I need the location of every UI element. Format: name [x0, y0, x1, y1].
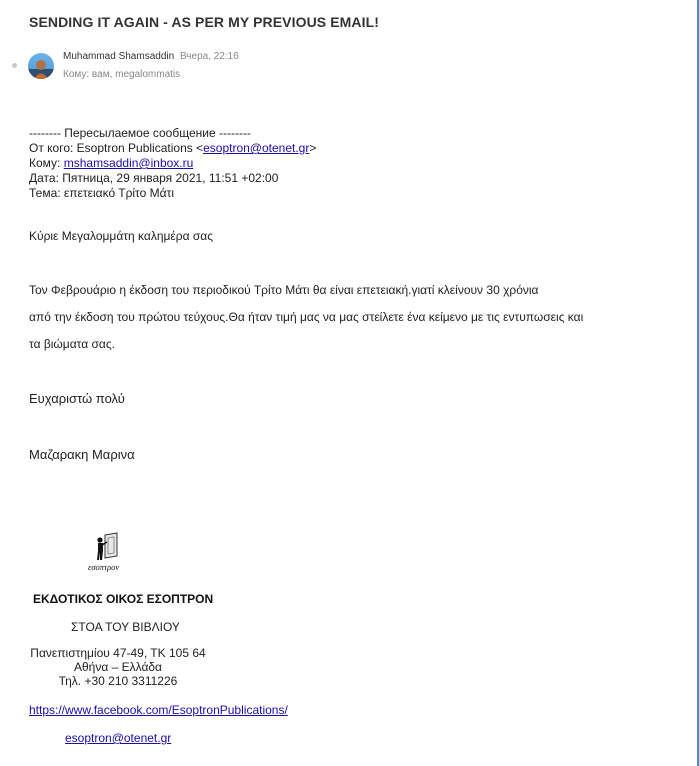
sender-avatar[interactable]: [28, 53, 54, 79]
company-name: ΕΚΔΟΤΙΚΟΣ ΟΙΚΟΣ ΕΣΟΠΤΡΟΝ: [33, 592, 214, 606]
body-line-2: από την έκδοση του πρώτου τεύχους.Θα ήταν τιμή μας να μας στείλετε ένα κείμενο με τις εντυπωσεις και: [29, 310, 584, 324]
avatar-photo-icon: [28, 53, 54, 79]
forward-from-label: От кого: Esoptron Publications <: [29, 141, 204, 155]
unread-indicator[interactable]: [12, 63, 17, 68]
company-phone: Τηλ. +30 210 3311226: [58, 674, 178, 688]
body-line-1: Τον Φεβρουάριο η έκδοση του περιοδικού Τρίτο Μάτι θα είναι επετειακή.γιατί κλείνουν 30 χρόνια: [29, 283, 539, 297]
forward-separator: -------- Пересылаемое сообщение --------: [29, 126, 251, 140]
address-street: Πανεπιστημίου 47-49, ΤΚ 105 64: [30, 646, 206, 660]
forward-from-email-link[interactable]: esoptron@otenet.gr: [203, 141, 310, 155]
greeting-text: Κύριε Μεγαλομμάτη καλημέρα σας: [29, 229, 213, 243]
forwarded-header: [29, 126, 316, 201]
store-name: ΣΤΟΑ ΤΟΥ ΒΙΒΛΙΟΥ: [71, 620, 180, 634]
facebook-link[interactable]: https://www.facebook.com/EsoptronPublications/: [29, 703, 288, 717]
company-address: [29, 646, 207, 688]
company-email-link[interactable]: esoptron@otenet.gr: [65, 731, 172, 745]
forward-to-label: Кому:: [29, 156, 64, 170]
email-date: Вчера, 22:16: [179, 51, 239, 62]
forward-from: [29, 141, 316, 156]
esoptron-logo-icon: [86, 532, 126, 572]
email-subject: SENDING IT AGAIN - AS PER MY PREVIOUS EMAIL!: [29, 14, 380, 30]
signoff-name: Μαζαρακη Μαρινα: [29, 447, 135, 462]
logo-wordmark: εσοπτρον: [88, 562, 120, 572]
publisher-logo: [86, 532, 126, 572]
thanks-text: Ευχαριστώ πολύ: [29, 391, 125, 406]
forward-from-suffix: >: [309, 141, 317, 155]
sender-name[interactable]: Muhammad Shamsaddin: [63, 51, 175, 62]
forward-to: [29, 156, 316, 171]
sender-line: [63, 51, 239, 62]
forward-to-email-link[interactable]: mshamsaddin@inbox.ru: [63, 156, 194, 170]
body-line-3: τα βιώματα σας.: [29, 337, 115, 351]
forward-subject: Тема: επετειακό Τρίτο Μάτι: [29, 186, 174, 200]
forward-date: Дата: Пятница, 29 января 2021, 11:51 +02:00: [29, 171, 279, 185]
recipients-line: Кому: вам, megalommatis: [63, 69, 181, 80]
address-city: Αθήνα – Ελλάδα: [73, 660, 162, 674]
